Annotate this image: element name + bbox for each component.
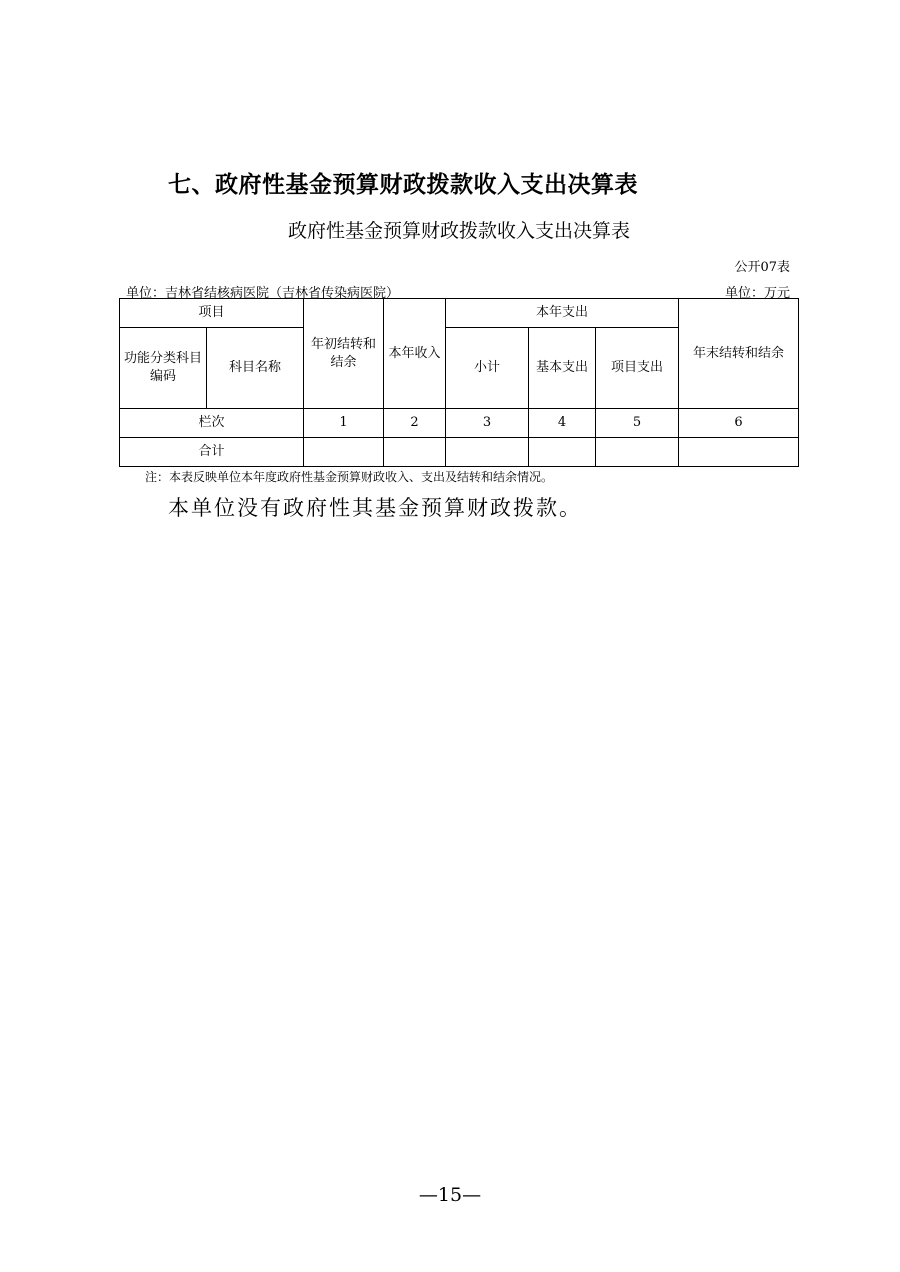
header-subtotal: 小计 [446, 328, 529, 409]
total-cell [384, 438, 446, 467]
header-income: 本年收入 [384, 299, 446, 409]
total-row [120, 438, 799, 467]
header-basic-expense: 基本支出 [529, 328, 596, 409]
reporting-unit: 单位：吉林省结核病医院（吉林省传染病医院） [126, 286, 400, 301]
table-code: 公开07表 [734, 260, 790, 275]
table-note: 注：本表反映单位本年度政府性基金预算财政收入、支出及结转和结余情况。 [145, 470, 554, 484]
header-begin-balance: 年初结转和结余 [304, 299, 384, 409]
total-cell [529, 438, 596, 467]
column-number-cell: 4 [529, 409, 596, 438]
header-project-expense: 项目支出 [596, 328, 679, 409]
header-row-1 [120, 299, 799, 328]
column-number-cell: 1 [304, 409, 384, 438]
column-number-cell: 3 [446, 409, 529, 438]
fund-budget-table [119, 298, 799, 467]
header-subject-name: 科目名称 [207, 328, 304, 409]
total-cell [446, 438, 529, 467]
currency-unit: 单位：万元 [724, 286, 790, 301]
table-title: 政府性基金预算财政拨款收入支出决算表 [287, 220, 630, 242]
column-number-cell: 6 [679, 409, 799, 438]
column-number-cell: 2 [384, 409, 446, 438]
total-cell [596, 438, 679, 467]
column-number-row [120, 409, 799, 438]
total-cell [304, 438, 384, 467]
header-item: 项目 [120, 299, 304, 328]
column-number-cell: 5 [596, 409, 679, 438]
total-cell [679, 438, 799, 467]
header-func-code: 功能分类科目编码 [120, 328, 207, 409]
total-label: 合计 [120, 438, 304, 467]
no-funding-statement: 本单位没有政府性其基金预算财政拨款。 [168, 496, 582, 520]
column-number-label: 栏次 [120, 409, 304, 438]
header-end-balance: 年末结转和结余 [679, 299, 799, 409]
header-expense: 本年支出 [446, 299, 679, 328]
page-number: —15— [418, 1184, 482, 1206]
section-title: 七、政府性基金预算财政拨款收入支出决算表 [168, 172, 638, 198]
